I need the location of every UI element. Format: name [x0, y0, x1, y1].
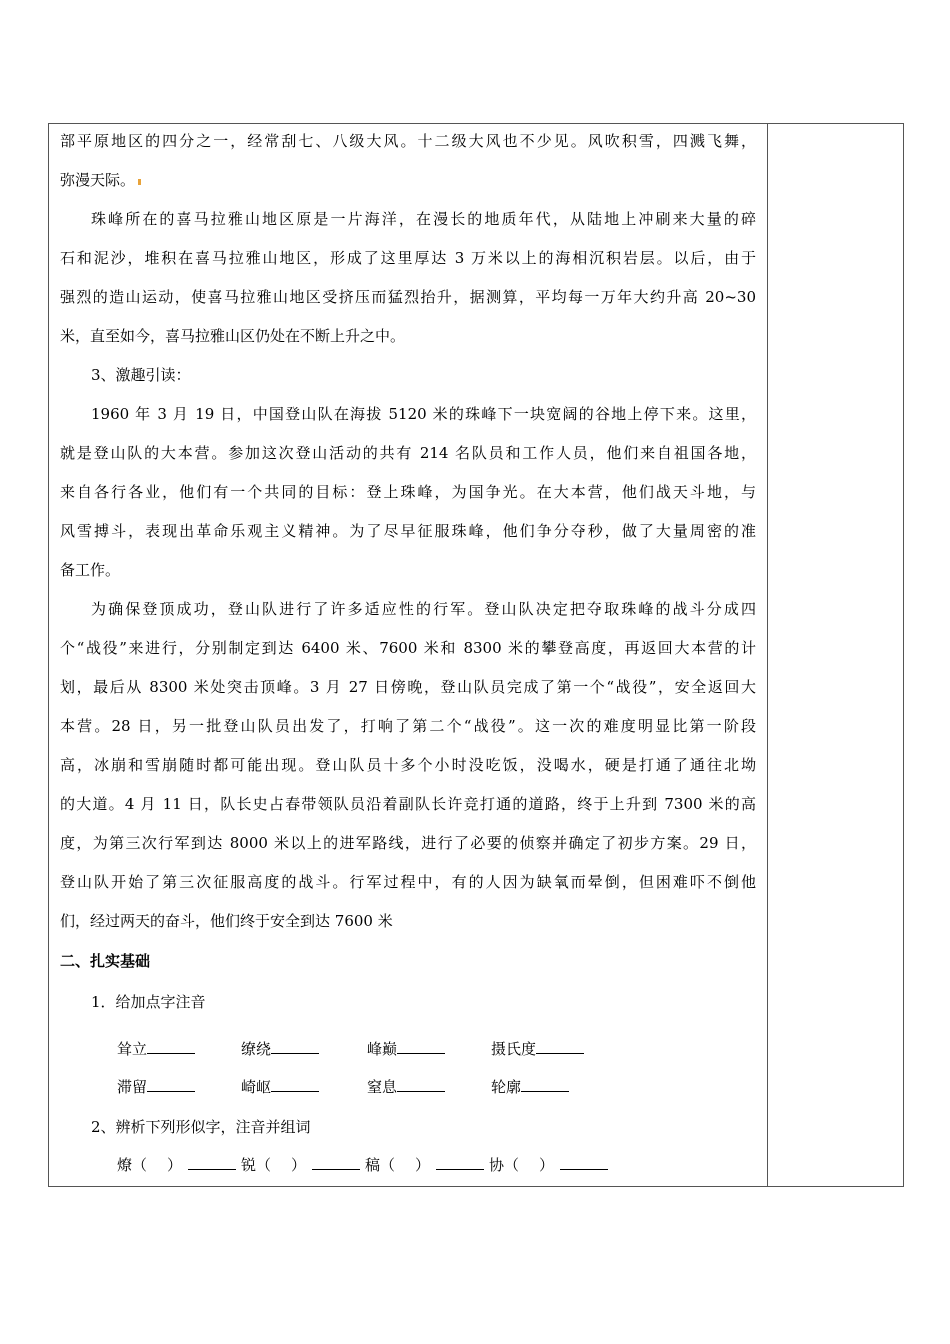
- answer-blank[interactable]: [397, 1077, 445, 1092]
- lesson-table: [48, 123, 904, 1187]
- paragraph-line: 就是登山队的大本营。参加这次登山活动的共有 214 名队员和工作人员，他们来自祖国各地，: [60, 444, 756, 462]
- answer-blank[interactable]: [147, 1077, 195, 1092]
- answer-blank[interactable]: [188, 1155, 236, 1170]
- pinyin-item: 崎岖: [241, 1076, 319, 1097]
- paragraph-line: 风雪搏斗，表现出革命乐观主义精神。为了尽早征服珠峰，他们争分夺秒，做了大量周密的准: [60, 522, 756, 540]
- subheading: 3、激趣引读：: [91, 366, 191, 384]
- paragraph-line: 备工作。: [60, 561, 121, 579]
- question-label: 1．给加点字注音: [91, 993, 206, 1011]
- paragraph-line: 珠峰所在的喜马拉雅山地区原是一片海洋，在漫长的地质年代，从陆地上冲刷来大量的碎: [91, 210, 756, 228]
- answer-blank[interactable]: [560, 1155, 608, 1170]
- paragraph-line: 的大道。4 月 11 日，队长史占春带领队员沿着副队长许竞打通的道路，终于上升到 7300 米的高: [60, 795, 756, 813]
- paragraph-line: 度，为第三次行军到达 8000 米以上的进军路线，进行了必要的侦察并确定了初步方案。29 日，: [60, 834, 756, 852]
- answer-blank[interactable]: [436, 1155, 484, 1170]
- paragraph-line: 登山队开始了第三次征服高度的战斗。行军过程中，有的人因为缺氧而晕倒，但困难吓不倒他: [60, 873, 756, 891]
- paragraph-line: 石和泥沙，堆积在喜马拉雅山地区，形成了这里厚达 3 万米以上的海相沉积岩层。以后，由于: [60, 249, 756, 267]
- answer-blank[interactable]: [271, 1077, 319, 1092]
- pinyin-item: 耸立: [117, 1038, 195, 1059]
- paragraph-line: 米，直至如今，喜马拉雅山区仍处在不断上升之中。: [60, 327, 406, 345]
- pinyin-item: 缭绕: [241, 1038, 319, 1059]
- paragraph-line: 为确保登顶成功，登山队进行了许多适应性的行军。登山队决定把夺取珠峰的战斗分成四: [91, 600, 756, 618]
- char-item: 稿（ ）: [365, 1154, 484, 1175]
- paragraph-line: 个“战役”来进行，分别制定到达 6400 米、7600 米和 8300 米的攀登高度，再返回大本营的计: [60, 639, 756, 657]
- paragraph-line: 弥漫天际。: [60, 169, 141, 190]
- paragraph-line: 来自各行各业，他们有一个共同的目标：登上珠峰，为国争光。在大本营，他们战天斗地，与: [60, 483, 756, 501]
- paragraph-line: 本营。28 日，另一批登山队员出发了，打响了第二个“战役”。这一次的难度明显比第一阶段: [60, 717, 756, 735]
- pinyin-item: 轮廓: [491, 1076, 569, 1097]
- answer-blank[interactable]: [312, 1155, 360, 1170]
- paragraph-line: 们，经过两天的奋斗，他们终于安全到达 7600 米: [60, 912, 393, 930]
- pinyin-item: 摄氏度: [491, 1038, 584, 1059]
- answer-blank[interactable]: [521, 1077, 569, 1092]
- paragraph-line: 高，冰崩和雪崩随时都可能出现。登山队员十多个小时没吃饭，没喝水，硬是打通了通往北坳: [60, 756, 756, 774]
- pinyin-item: 滞留: [117, 1076, 195, 1097]
- char-item: 锐（ ）: [241, 1154, 360, 1175]
- pinyin-item: 窒息: [367, 1076, 445, 1097]
- answer-blank[interactable]: [271, 1039, 319, 1054]
- paragraph-line: 划，最后从 8300 米处突击顶峰。3 月 27 日傍晚，登山队员完成了第一个“战役”，安全返回大: [60, 678, 756, 696]
- answer-blank[interactable]: [397, 1039, 445, 1054]
- notes-column: [767, 124, 768, 1186]
- char-item: 协（ ）: [489, 1154, 608, 1175]
- answer-blank[interactable]: [536, 1039, 584, 1054]
- answer-blank[interactable]: [147, 1039, 195, 1054]
- edit-mark: [138, 179, 141, 185]
- paragraph-line: 部平原地区的四分之一，经常刮七、八级大风。十二级大风也不少见。风吹积雪，四溅飞舞，: [60, 132, 756, 150]
- paragraph-line: 强烈的造山运动，使喜马拉雅山地区受挤压而猛烈抬升，据测算，平均每一万年大约升高 20~30: [60, 288, 756, 306]
- char-item: 燎（ ）: [117, 1154, 236, 1175]
- section-heading: 二、扎实基础: [60, 952, 151, 970]
- question-label: 2、辨析下列形似字，注音并组词: [91, 1118, 311, 1136]
- pinyin-item: 峰巅: [367, 1038, 445, 1059]
- paragraph-line: 1960 年 3 月 19 日，中国登山队在海拔 5120 米的珠峰下一块宽阔的谷地上停下来。这里，: [91, 405, 756, 423]
